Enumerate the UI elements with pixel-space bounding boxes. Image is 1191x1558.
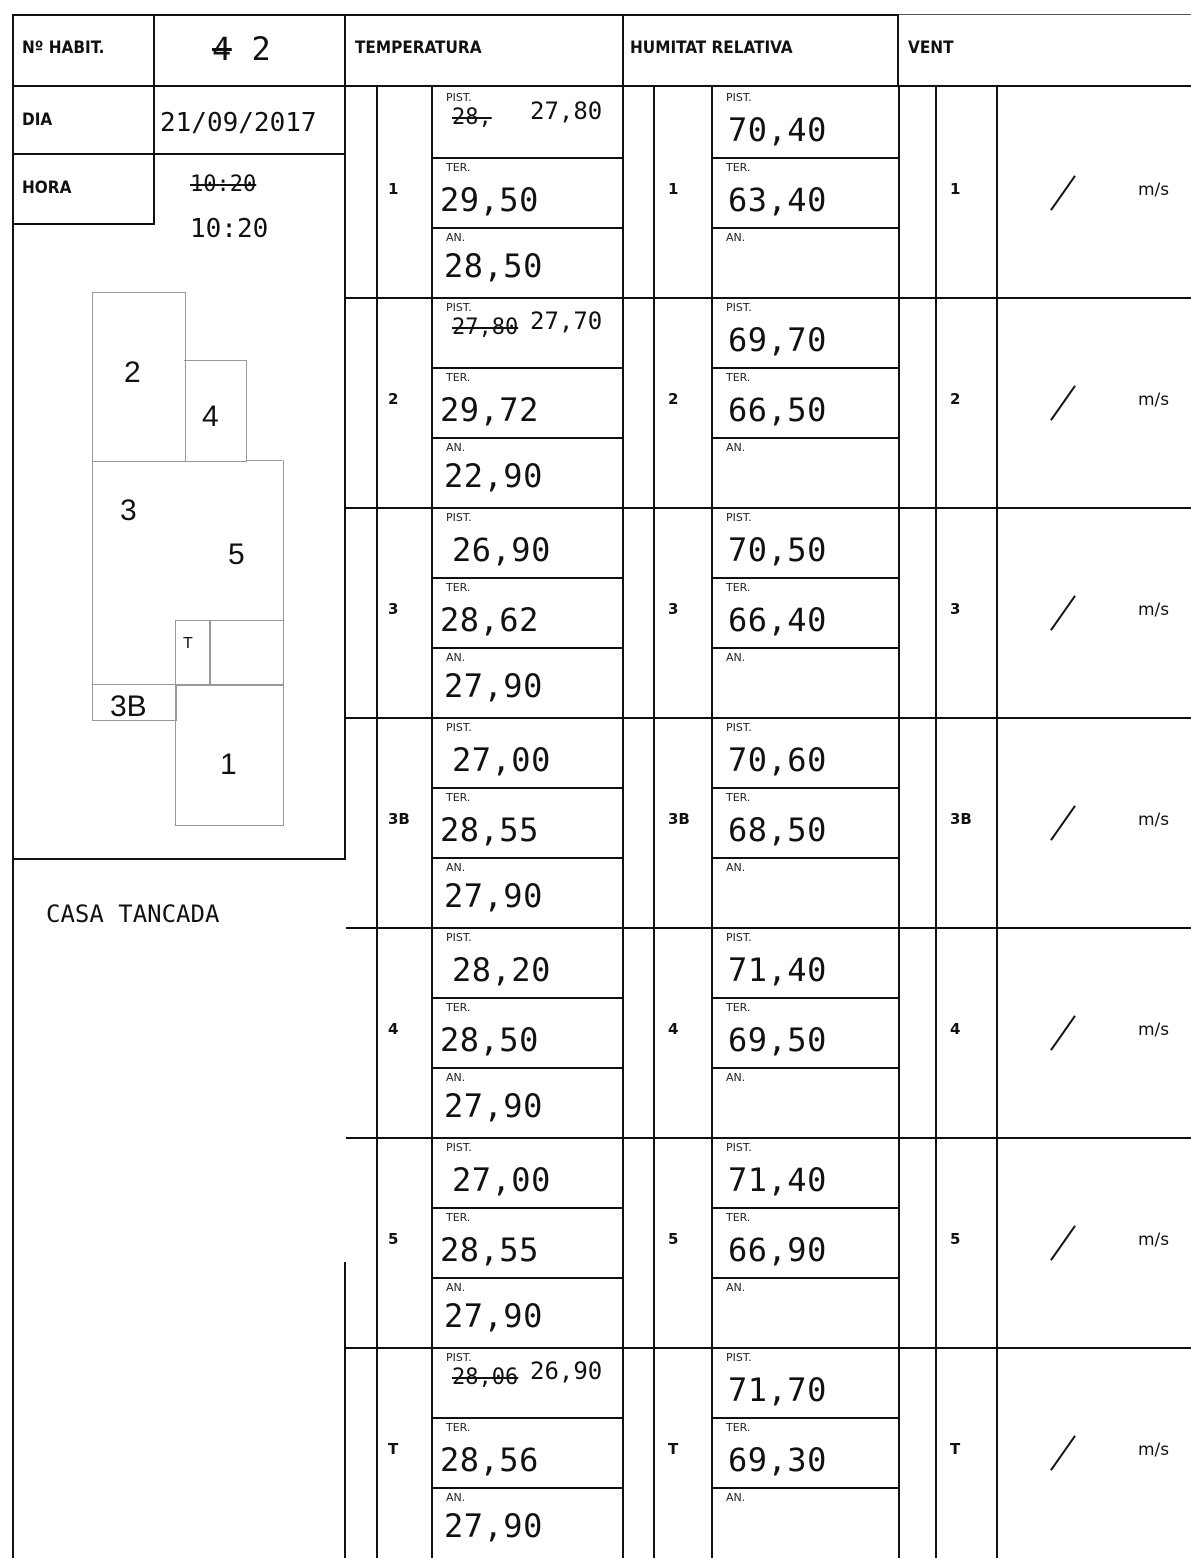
house-name: CASA TANCADA (46, 900, 220, 928)
temp-ter-value: 29,50 (440, 181, 539, 219)
hum-subrow-line (713, 1207, 898, 1209)
temp-row-label: 3 (388, 600, 399, 618)
temp-subrow-line (433, 227, 622, 229)
plan-label-t: T (183, 635, 193, 652)
hum-subrow-line (713, 1487, 898, 1489)
hum-sub-label-ter: TER. (726, 161, 751, 174)
left-panel-right-low (344, 1262, 346, 1558)
temp-sub-label-an: AN. (446, 1281, 466, 1294)
hum-row-label: 4 (668, 1020, 679, 1038)
temp-subrow-line (433, 997, 622, 999)
hora-bottom (12, 223, 155, 225)
temp-row-label: 5 (388, 1230, 399, 1248)
hum-subrow-line (713, 1067, 898, 1069)
temp-subrow-line (433, 437, 622, 439)
wind-unit: m/s (1138, 1230, 1170, 1250)
hum-sub-label-an: AN. (726, 651, 746, 664)
temp-pis-struck: 27,80 (452, 315, 519, 340)
hum-subrow-line (713, 577, 898, 579)
header-bottom (12, 85, 1191, 87)
temp-sub-label-ter: TER. (446, 161, 471, 174)
temp-sub-label-pis: PIST. (446, 511, 472, 524)
hum-sub-label-ter: TER. (726, 371, 751, 384)
hum-pis-value: 71,40 (728, 951, 827, 989)
hum-subrow-line (713, 857, 898, 859)
hum-ter-value: 69,30 (728, 1441, 827, 1479)
humitat-header: HUMITAT RELATIVA (630, 38, 793, 58)
hum-pis-value: 70,60 (728, 741, 827, 779)
temp-subrow-line (433, 1417, 622, 1419)
vent-inner-left (935, 87, 937, 1558)
temp-sub-label-an: AN. (446, 861, 466, 874)
temp-subrow-line (433, 367, 622, 369)
temp-sub-label-ter: TER. (446, 1211, 471, 1224)
hum-sub-label-an: AN. (726, 231, 746, 244)
temp-inner-left (376, 87, 378, 1558)
hum-sub-label-pis: PIST. (726, 931, 752, 944)
vent-row-label: 1 (950, 180, 961, 198)
hum-sub-label-an: AN. (726, 1071, 746, 1084)
top-border (12, 14, 897, 16)
row-separator (346, 507, 1191, 509)
temp-hum-divider (622, 14, 624, 86)
hum-sub-label-pis: PIST. (726, 301, 752, 314)
dia-bottom (12, 153, 345, 155)
hum-ter-value: 68,50 (728, 811, 827, 849)
hum-row-label: T (668, 1440, 679, 1458)
temp-an-value: 27,90 (444, 1507, 543, 1545)
vent-row-label: 4 (950, 1020, 961, 1038)
vent-row-label: T (950, 1440, 961, 1458)
temp-subrow-line (433, 647, 622, 649)
temp-an-value: 27,90 (444, 667, 543, 705)
n-habit-label: Nº HABIT. (22, 38, 105, 58)
temperatura-header: TEMPERATURA (355, 38, 482, 58)
hum-subrow-line (713, 367, 898, 369)
temp-sub-label-pis: PIST. (446, 1351, 472, 1364)
temp-ter-value: 28,55 (440, 811, 539, 849)
wind-slash-mark (1050, 1435, 1076, 1471)
temp-ter-value: 28,62 (440, 601, 539, 639)
temp-subrow-line (433, 577, 622, 579)
temp-subrow-line (433, 787, 622, 789)
hum-row-label: 5 (668, 1230, 679, 1248)
plan-label-3b: 3B (110, 690, 147, 723)
temp-sub-label-pis: PIST. (446, 721, 472, 734)
n-habit-value: 4 2 (212, 30, 272, 68)
temp-pis-value: 27,70 (530, 307, 603, 335)
hum-sub-label-ter: TER. (726, 1001, 751, 1014)
temp-ter-value: 29,72 (440, 391, 539, 429)
hum-pis-value: 71,40 (728, 1161, 827, 1199)
hum-ter-value: 69,50 (728, 1021, 827, 1059)
temp-an-value: 28,50 (444, 247, 543, 285)
temp-sub-label-an: AN. (446, 231, 466, 244)
wind-slash-mark (1050, 1225, 1076, 1261)
hum-sub-label-pis: PIST. (726, 1141, 752, 1154)
temp-subrow-line (433, 157, 622, 159)
hum-sub-label-an: AN. (726, 1281, 746, 1294)
hum-sub-label-an: AN. (726, 1491, 746, 1504)
hum-subrow-line (713, 787, 898, 789)
plan-label-4: 4 (202, 400, 219, 433)
hum-subrow-line (713, 1417, 898, 1419)
row-separator (346, 717, 1191, 719)
hum-sub-label-ter: TER. (726, 1421, 751, 1434)
left-panel-right (344, 14, 346, 859)
row-separator (346, 1347, 1191, 1349)
temp-an-value: 27,90 (444, 1297, 543, 1335)
temp-pis-value: 27,80 (530, 97, 603, 125)
hum-sub-label-an: AN. (726, 861, 746, 874)
hum-subrow-line (713, 997, 898, 999)
temp-an-value: 27,90 (444, 877, 543, 915)
row-separator (346, 1137, 1191, 1139)
temp-value-left (431, 87, 433, 1558)
wind-unit: m/s (1138, 810, 1170, 830)
temp-sub-label-an: AN. (446, 441, 466, 454)
temp-pis-struck: 28, (452, 105, 492, 130)
temp-sub-label-ter: TER. (446, 1001, 471, 1014)
hum-value-left (711, 87, 713, 1558)
hum-subrow-line (713, 647, 898, 649)
temp-sub-label-ter: TER. (446, 1421, 471, 1434)
temp-row-label: T (388, 1440, 399, 1458)
hum-ter-value: 66,90 (728, 1231, 827, 1269)
hum-sub-label-ter: TER. (726, 581, 751, 594)
temp-row-label: 2 (388, 390, 399, 408)
left-border (12, 14, 14, 1558)
row-separator (346, 297, 1191, 299)
wind-unit: m/s (1138, 1440, 1170, 1460)
hum-ter-value: 66,40 (728, 601, 827, 639)
wind-slash-mark (1050, 805, 1076, 841)
plan-label-1: 1 (220, 748, 237, 781)
temp-ter-value: 28,55 (440, 1231, 539, 1269)
left-col-divider (153, 14, 155, 224)
hum-sub-label-an: AN. (726, 441, 746, 454)
temp-sub-label-an: AN. (446, 1071, 466, 1084)
hum-subrow-line (713, 437, 898, 439)
dia-value: 21/09/2017 (160, 108, 317, 138)
hum-inner-left (653, 87, 655, 1558)
temp-row-label: 1 (388, 180, 399, 198)
temp-subrow-line (433, 857, 622, 859)
hum-pis-value: 69,70 (728, 321, 827, 359)
temp-ter-value: 28,50 (440, 1021, 539, 1059)
wind-slash-mark (1050, 595, 1076, 631)
row-separator (346, 927, 1191, 929)
hora-value: 10:20 (190, 214, 269, 244)
hum-pis-value: 70,40 (728, 111, 827, 149)
hum-pis-value: 71,70 (728, 1371, 827, 1409)
temp-pis-value: 26,90 (530, 1357, 603, 1385)
plan-label-3: 3 (120, 494, 137, 527)
hum-sub-label-pis: PIST. (726, 721, 752, 734)
temp-right (622, 87, 624, 1558)
temp-an-value: 22,90 (444, 457, 543, 495)
temp-pis-value: 27,00 (452, 1161, 551, 1199)
hum-row-label: 1 (668, 180, 679, 198)
temp-pis-struck: 28,06 (452, 1365, 519, 1390)
hum-ter-value: 66,50 (728, 391, 827, 429)
vent-row-label: 2 (950, 390, 961, 408)
vent-row-label: 3B (950, 810, 972, 828)
hum-ter-value: 63,40 (728, 181, 827, 219)
temp-sub-label-ter: TER. (446, 371, 471, 384)
wind-unit: m/s (1138, 600, 1170, 620)
hum-right (898, 87, 900, 1558)
hum-row-label: 2 (668, 390, 679, 408)
temp-sub-label-pis: PIST. (446, 301, 472, 314)
hum-sub-label-pis: PIST. (726, 1351, 752, 1364)
vent-divider (996, 87, 998, 1558)
temp-subrow-line (433, 1207, 622, 1209)
hum-subrow-line (713, 157, 898, 159)
wind-unit: m/s (1138, 390, 1170, 410)
temp-sub-label-an: AN. (446, 651, 466, 664)
hora-label: HORA (22, 178, 72, 198)
temp-pis-value: 26,90 (452, 531, 551, 569)
temp-sub-label-pis: PIST. (446, 91, 472, 104)
hum-sub-label-pis: PIST. (726, 91, 752, 104)
hum-sub-label-ter: TER. (726, 791, 751, 804)
hum-sub-label-ter: TER. (726, 1211, 751, 1224)
temp-ter-value: 28,56 (440, 1441, 539, 1479)
temp-subrow-line (433, 1067, 622, 1069)
plan-bottom (12, 858, 346, 860)
vent-row-label: 5 (950, 1230, 961, 1248)
temp-sub-label-an: AN. (446, 1491, 466, 1504)
hum-sub-label-pis: PIST. (726, 511, 752, 524)
plan-label-5: 5 (228, 538, 245, 571)
plan-label-2: 2 (124, 356, 141, 389)
temp-pis-value: 27,00 (452, 741, 551, 779)
hum-subrow-line (713, 227, 898, 229)
vent-row-label: 3 (950, 600, 961, 618)
hum-subrow-line (713, 1277, 898, 1279)
temp-an-value: 27,90 (444, 1087, 543, 1125)
vent-header: VENT (908, 38, 954, 58)
temp-sub-label-pis: PIST. (446, 1141, 472, 1154)
temp-sub-label-ter: TER. (446, 791, 471, 804)
wind-slash-mark (1050, 1015, 1076, 1051)
temp-sub-label-ter: TER. (446, 581, 471, 594)
dia-label: DIA (22, 110, 53, 130)
room-t-side (209, 620, 284, 686)
hum-pis-value: 70,50 (728, 531, 827, 569)
wind-slash-mark (1050, 175, 1076, 211)
wind-unit: m/s (1138, 1020, 1170, 1040)
temp-pis-value: 28,20 (452, 951, 551, 989)
hum-row-label: 3B (668, 810, 690, 828)
hum-row-label: 3 (668, 600, 679, 618)
temp-sub-label-pis: PIST. (446, 931, 472, 944)
room-t (175, 620, 211, 686)
temp-row-label: 4 (388, 1020, 399, 1038)
room-4-ext (246, 460, 282, 461)
top-border-right (897, 14, 1191, 15)
wind-slash-mark (1050, 385, 1076, 421)
temp-subrow-line (433, 1277, 622, 1279)
temp-row-label: 3B (388, 810, 410, 828)
temp-subrow-line (433, 1487, 622, 1489)
wind-unit: m/s (1138, 180, 1170, 200)
hum-vent-divider (897, 14, 899, 86)
hora-struck: 10:20 (190, 172, 257, 197)
